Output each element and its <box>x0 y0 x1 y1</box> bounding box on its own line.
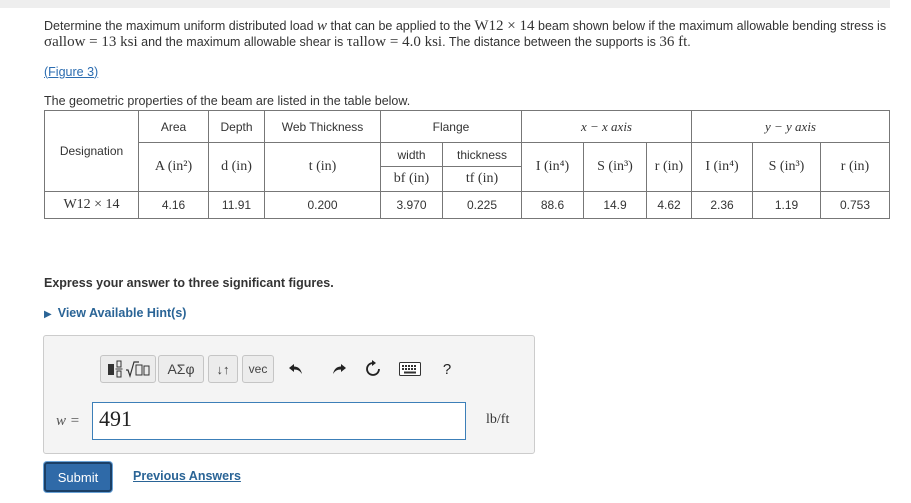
figure-link-wrapper <box>44 65 98 79</box>
y-axis-header: y − y axis <box>692 111 890 143</box>
subscript-superscript-button[interactable]: ↓↑ <box>208 355 238 383</box>
triangle-right-icon: ▶ <box>44 309 52 320</box>
cell-web-thickness: 0.200 <box>265 192 381 219</box>
sx-symbol: S (in³) <box>584 143 647 192</box>
support-distance: 36 ft <box>659 34 688 50</box>
table-header-row-2 <box>45 143 890 167</box>
iy-symbol: I (in⁴) <box>692 143 753 192</box>
cell-sx: 14.9 <box>584 192 647 219</box>
cell-iy: 2.36 <box>692 192 753 219</box>
allowable-shear-stress: τallow = 4.0 ksi <box>346 34 443 50</box>
problem-text-2: that can be applied to the <box>327 19 475 33</box>
vector-button[interactable]: vec <box>242 355 274 383</box>
view-hints-label: View Available Hint(s) <box>57 306 187 320</box>
flange-width-header: width <box>381 143 443 167</box>
keyboard-icon[interactable] <box>398 358 422 380</box>
table-row <box>45 192 890 219</box>
load-symbol: w <box>317 18 328 34</box>
greek-symbols-button[interactable]: ΑΣφ <box>158 355 204 383</box>
cell-flange-width: 3.970 <box>381 192 443 219</box>
cell-ix: 88.6 <box>522 192 584 219</box>
cell-rx: 4.62 <box>647 192 692 219</box>
templates-button[interactable] <box>100 355 156 383</box>
area-symbol: A (in²) <box>139 143 209 192</box>
cell-designation: W12 × 14 <box>45 192 139 219</box>
problem-text-1: Determine the maximum uniform distributed load <box>44 19 318 33</box>
depth-header: Depth <box>209 111 265 143</box>
problem-statement <box>44 18 889 50</box>
problem-text-4: and the maximum allowable shear is <box>137 35 347 49</box>
answer-instruction: Express your answer to three significant figures. <box>44 276 334 290</box>
cell-ry: 0.753 <box>821 192 890 219</box>
undo-icon[interactable] <box>285 358 307 380</box>
templates-icon <box>105 359 151 379</box>
depth-symbol: d (in) <box>209 143 265 192</box>
answer-label <box>56 412 80 430</box>
math-toolbar <box>92 348 466 390</box>
flange-header: Flange <box>381 111 522 143</box>
table-caption: The geometric properties of the beam are listed in the table below. <box>44 94 411 108</box>
answer-variable-label: w = <box>56 413 80 429</box>
ix-symbol: I (in⁴) <box>522 143 584 192</box>
answer-units: lb/ft <box>486 412 510 427</box>
rx-symbol: r (in) <box>647 143 692 192</box>
designation-header: Designation <box>45 111 139 192</box>
figure-link-open: ( <box>44 65 49 79</box>
previous-answers-link[interactable]: Previous Answers <box>133 469 241 483</box>
cell-sy: 1.19 <box>753 192 821 219</box>
x-axis-header: x − x axis <box>522 111 692 143</box>
web-thickness-symbol: t (in) <box>265 143 381 192</box>
cell-depth: 11.91 <box>209 192 265 219</box>
submit-button[interactable]: Submit <box>44 462 112 492</box>
area-header: Area <box>139 111 209 143</box>
answer-input[interactable]: 491 <box>92 402 466 440</box>
table-header-row-1 <box>45 111 890 143</box>
cell-area: 4.16 <box>139 192 209 219</box>
figure-link[interactable] <box>44 65 98 79</box>
problem-text-6: . <box>687 35 691 49</box>
problem-text-3: beam shown below if the maximum allowable bending stress is <box>534 19 887 33</box>
allowable-bending-stress: σallow = 13 ksi <box>44 34 138 50</box>
view-hints-toggle[interactable] <box>44 306 186 320</box>
top-divider <box>0 0 890 8</box>
figure-link-close: ) <box>94 65 99 79</box>
tf-symbol: tf (in) <box>443 167 522 192</box>
redo-icon[interactable] <box>328 358 350 380</box>
problem-text-5: . The distance between the supports is <box>442 35 660 49</box>
beam-designation: W12 × 14 <box>474 18 535 34</box>
cell-flange-thickness: 0.225 <box>443 192 522 219</box>
beam-properties-table <box>44 110 890 219</box>
flange-thickness-header: thickness <box>443 143 522 167</box>
sy-symbol: S (in³) <box>753 143 821 192</box>
ry-symbol: r (in) <box>821 143 890 192</box>
reset-icon[interactable] <box>362 358 384 380</box>
figure-link-label: Figure 3 <box>48 65 95 79</box>
bf-symbol: bf (in) <box>381 167 443 192</box>
web-thickness-header: Web Thickness <box>265 111 381 143</box>
help-button[interactable]: ? <box>442 360 452 378</box>
